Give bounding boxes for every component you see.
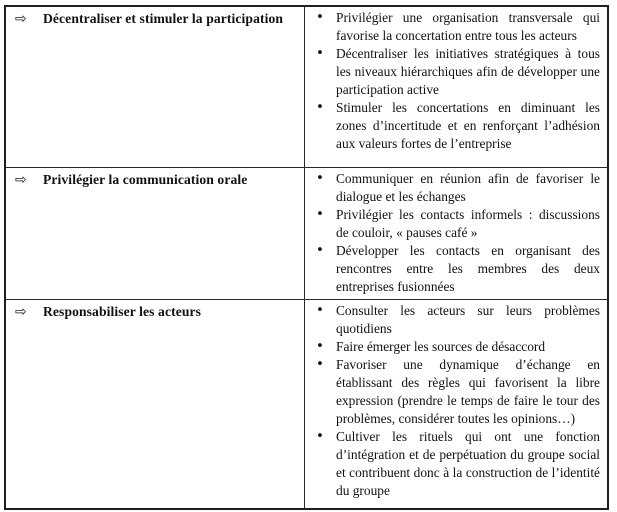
bullet-icon: • [316,339,324,354]
list-item [305,242,601,296]
bullet-icon: • [316,46,324,61]
list-item [305,428,601,500]
right-arrow-icon: ⇨ [15,11,27,27]
right-arrow-icon: ⇨ [15,304,27,320]
bullet-text: Décentraliser les initiatives stratégiques à tous les niveaux hiérarchiques afin de développer une participation active [336,46,600,97]
bullet-list [305,302,601,500]
list-item [305,302,601,338]
list-item [305,206,601,242]
table-row [6,167,607,299]
bullet-icon: • [316,10,324,25]
bullet-text: Communiquer en réunion afin de favoriser le dialogue et les échanges [336,171,600,204]
bullet-list [305,170,601,296]
bullet-text: Cultiver les rituels qui ont une fonction d’intégration et de perpétuation du groupe social et contribuent donc à la construction de l’identité du groupe [336,429,600,498]
table-row [6,299,607,508]
list-item [305,45,601,99]
bullet-icon: • [316,171,324,186]
bullet-icon: • [316,429,324,444]
right-arrow-icon: ⇨ [15,172,27,188]
table-row [6,7,607,167]
bullet-icon: • [316,243,324,258]
bullet-icon: • [316,303,324,318]
bullet-text: Privilégier une organisation transversale qui favorise la concertation entre tous les acteurs [336,10,600,43]
list-item [305,99,601,153]
bullet-icon: • [316,357,324,372]
row-title: Privilégier la communication orale [43,172,248,187]
row-title-cell [6,7,305,167]
row-detail-cell [305,168,607,299]
bullet-list [305,9,601,153]
row-title: Décentraliser et stimuler la participation [43,11,284,26]
list-item [305,338,601,356]
bullet-text: Privilégier les contacts informels : discussions de couloir, « pauses café » [336,207,600,240]
strategy-table [4,5,609,510]
row-detail-cell [305,300,607,508]
bullet-icon: • [316,100,324,115]
row-title-cell [6,168,305,299]
list-item [305,9,601,45]
bullet-text: Favoriser une dynamique d’échange en établissant des règles qui favorisent la libre expression (prendre le temps de faire le tour des problèmes, considérer toutes les opinions…) [336,357,600,426]
row-title-cell [6,300,305,508]
row-title: Responsabiliser les acteurs [43,304,202,319]
bullet-text: Développer les contacts en organisant des rencontres entre les membres des deux entreprises fusionnées [336,243,600,294]
list-item [305,356,601,428]
bullet-icon: • [316,207,324,222]
row-detail-cell [305,7,607,167]
bullet-text: Faire émerger les sources de désaccord [336,339,546,354]
list-item [305,170,601,206]
bullet-text: Consulter les acteurs sur leurs problèmes quotidiens [336,303,600,336]
bullet-text: Stimuler les concertations en diminuant les zones d’incertitude et en renforçant l’adhésion aux valeurs fortes de l’entreprise [336,100,600,151]
